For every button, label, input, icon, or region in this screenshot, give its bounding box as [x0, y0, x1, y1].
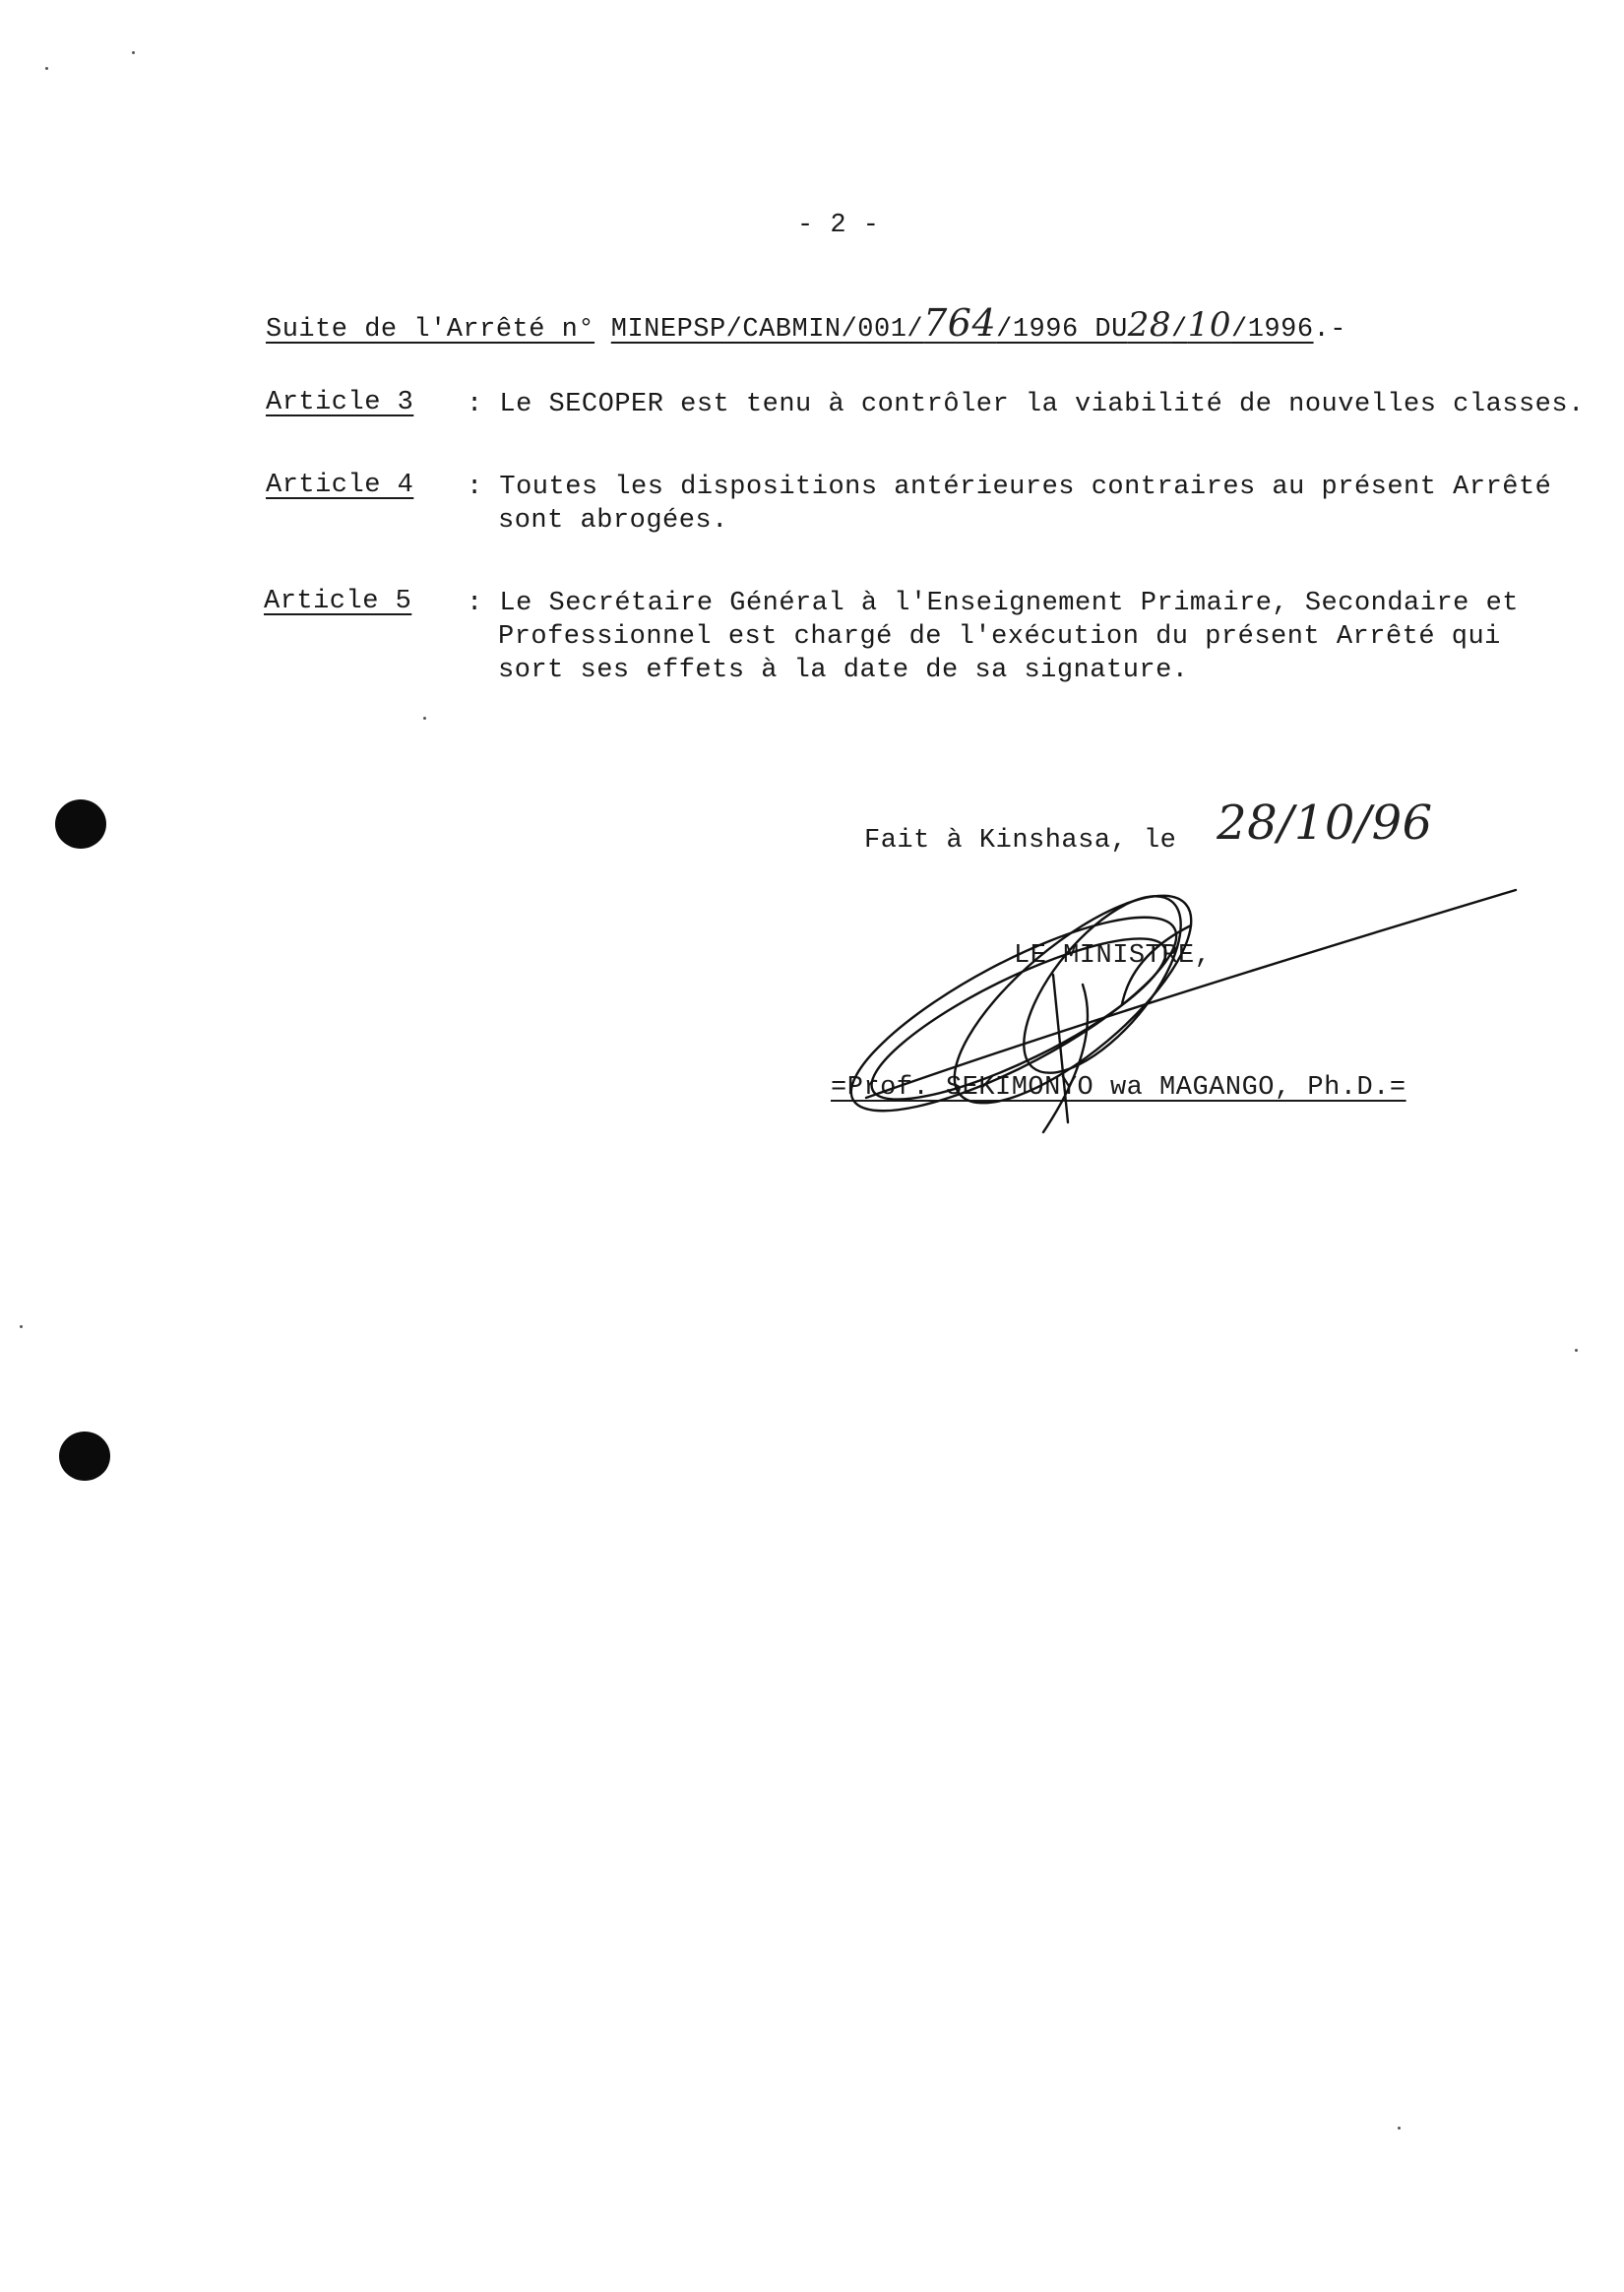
article-5-label: Article 5 [264, 587, 412, 616]
reference-month-handwritten: 10 [1187, 305, 1232, 345]
closing-place [864, 796, 1433, 859]
article-5-line: Professionnel est chargé de l'exécution du présent Arrêté qui [498, 622, 1501, 652]
reference-prefix: Suite de l'Arrêté n° [266, 315, 595, 345]
scan-speck [20, 1325, 23, 1328]
reference-line: Suite de l'Arrêté n° MINEPSP/CABMIN/001/764/1996 DU28/10/1996.- [266, 301, 1346, 345]
article-4-line: sont abrogées. [498, 506, 728, 536]
scan-speck [132, 51, 135, 54]
page-number: - 2 - [797, 211, 880, 240]
article-3-label: Article 3 [266, 388, 414, 417]
scan-speck [423, 717, 426, 720]
article-4-line: : Toutes les dispositions antérieures contraires au présent Arrêté [467, 473, 1552, 502]
scan-speck [1398, 2127, 1401, 2130]
reference-year-end: /1996 [1231, 315, 1314, 345]
signatory-name: =Prof. SEKIMONYO wa MAGANGO, Ph.D.= [831, 1073, 1406, 1103]
article-5-text [467, 587, 1519, 687]
article-4-text [467, 471, 1551, 538]
article-4-label: Article 4 [266, 471, 414, 500]
scan-speck [1575, 1349, 1578, 1352]
punch-hole-bottom [59, 1432, 110, 1481]
punch-hole-top [55, 799, 106, 849]
scan-speck [45, 67, 48, 70]
article-3-line: : Le SECOPER est tenu à contrôler la viabilité de nouvelles classes. [467, 390, 1585, 419]
signature-scrawl [807, 866, 1535, 1152]
closing-date-handwritten: 28/10/96 [1217, 796, 1433, 851]
article-5-line: sort ses effets à la date de sa signature. [498, 656, 1189, 685]
reference-number-handwritten: 764 [923, 301, 997, 345]
article-5-line: : Le Secrétaire Général à l'Enseignement Primaire, Secondaire et [467, 589, 1519, 618]
reference-code: MINEPSP/CABMIN/001/ [610, 315, 924, 345]
minister-title: LE MINISTRE, [1014, 941, 1212, 971]
article-3-text [467, 388, 1585, 421]
reference-year: /1996 DU [996, 315, 1128, 345]
closing-place-text: Fait à Kinshasa, le [864, 826, 1177, 856]
reference-suffix: .- [1313, 315, 1346, 345]
reference-day-handwritten: 28 [1127, 305, 1172, 345]
